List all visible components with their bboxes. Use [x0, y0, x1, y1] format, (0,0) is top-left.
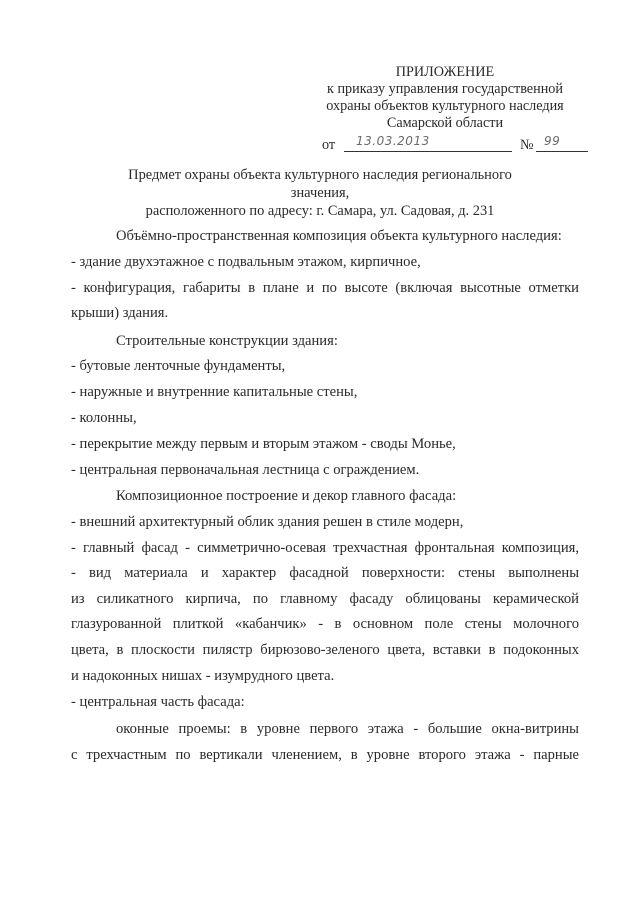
subject-line: Предмет охраны объекта культурного наследия регионального значения, [128, 167, 512, 201]
text-line: - здание двухэтажное с подвальным этажом, кирпичное, [71, 254, 421, 270]
order-from-label: от [322, 137, 336, 153]
section-heading: Строительные конструкции здания: [116, 333, 338, 349]
text-line: с трехчастным по вертикали членением, в уровне второго этажа - парные [71, 747, 579, 763]
appendix-heading: ПРИЛОЖЕНИЕ [395, 64, 495, 80]
text-line: - внешний архитектурный облик здания решен в стиле модерн, [71, 514, 464, 530]
text-line: - бутовые ленточные фундаменты, [71, 358, 286, 374]
text-line: - перекрытие между первым и вторым этажом - своды Монье, [71, 436, 456, 452]
section-heading: Объёмно-пространственная композиция объекта культурного наследия: [116, 228, 562, 244]
text-line: цвета, в плоскости пилястр бирюзово-зеленого цвета, вставки в подоконных [71, 642, 579, 658]
text-line: - центральная первоначальная лестница с ограждением. [71, 462, 420, 478]
number-blank-line [536, 151, 588, 152]
date-blank-line [344, 151, 512, 152]
handwritten-number: 99 [544, 134, 561, 148]
text-line: - наружные и внутренние капитальные стены, [71, 384, 358, 400]
text-line: - вид материала и характер фасадной поверхности: стены выполнены [71, 565, 579, 581]
appendix-line: к приказу управления государственной [327, 81, 563, 97]
document-subject [110, 166, 530, 220]
text-line: - главный фасад - симметрично-осевая трехчастная фронтальная композиция, [71, 540, 579, 556]
text-line: оконные проемы: в уровне первого этажа - большие окна-витрины [116, 721, 579, 737]
appendix-line: охраны объектов культурного наследия [326, 98, 564, 114]
appendix-block [305, 64, 585, 132]
text-line: глазурованной плиткой «кабанчик» - в основном поле стены молочного [71, 616, 579, 632]
order-number-label: № [520, 137, 534, 153]
text-line: - конфигурация, габариты в плане и по высоте (включая высотные отметки [71, 280, 579, 296]
text-line: - центральная часть фасада: [71, 694, 245, 710]
handwritten-date: 13.03.2013 [356, 134, 430, 148]
appendix-line: Самарской области [386, 115, 504, 131]
text-line: - колонны, [71, 410, 137, 426]
subject-line: расположенного по адресу: г. Самара, ул. Садовая, д. 231 [145, 203, 495, 219]
text-line: из силикатного кирпича, по главному фасаду облицованы керамической [71, 591, 579, 607]
section-heading: Композиционное построение и декор главного фасада: [116, 488, 457, 504]
text-line: крыши) здания. [71, 305, 169, 321]
order-date-number [322, 134, 592, 155]
text-line: и надоконных нишах - изумрудного цвета. [71, 668, 335, 684]
